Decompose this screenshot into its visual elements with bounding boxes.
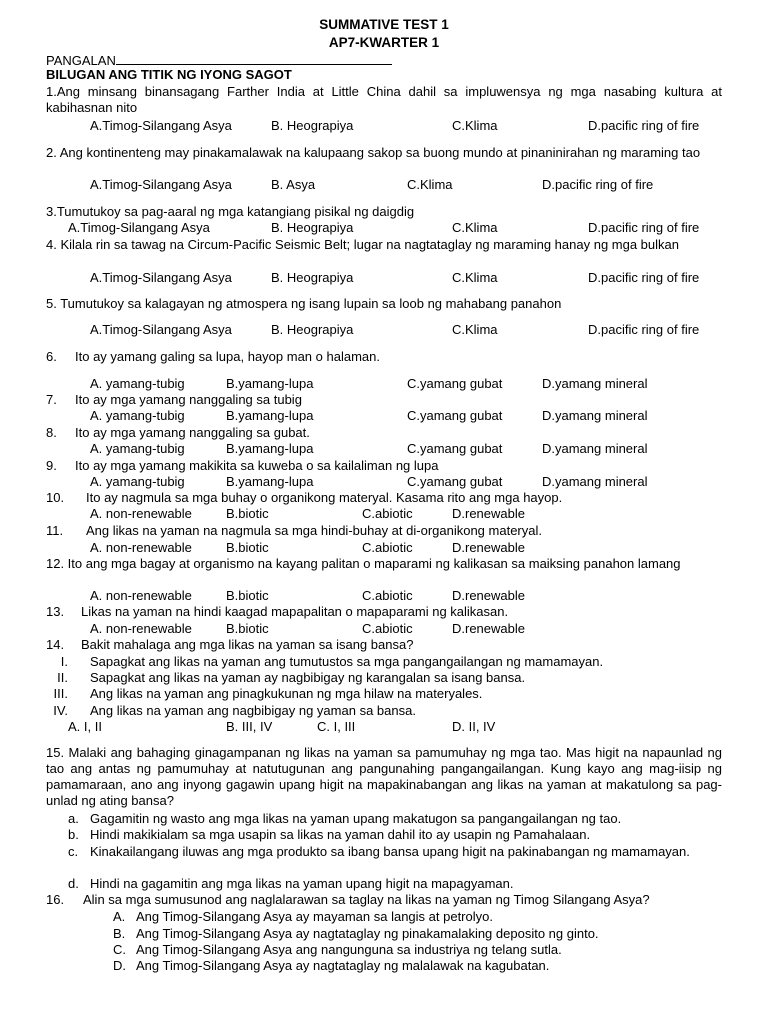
q14-choice-a[interactable]: A. I, II [68, 719, 102, 734]
q13-choice-a[interactable]: A. non-renewable [90, 621, 192, 636]
q10-choice-d[interactable]: D.renewable [452, 506, 525, 521]
q8-choice-b[interactable]: B.yamang-lupa [226, 441, 314, 456]
choice-letter: C. [113, 942, 126, 957]
name-blank-line[interactable] [116, 52, 392, 65]
q5-choice-c[interactable]: C.Klima [452, 322, 498, 337]
question-8-text: Ito ay mga yamang nanggaling sa gubat. [75, 425, 310, 440]
q9-choice-a[interactable]: A. yamang-tubig [90, 474, 185, 489]
q5-choice-b[interactable]: B. Heograpiya [271, 322, 354, 337]
q11-choice-b[interactable]: B.biotic [226, 540, 269, 555]
question-15-text: 15. Malaki ang bahaging ginagampanan ng likas na yaman sa pamumuhay ng mga tao. Mas higit na napaunlad ng tao ang antas ng pamumuhay at natutugunan ang pangunahing pangangailangan. Kung kayo ang mag-iisip ng pamamaraan, ano ang inyong gagawin upang higit na mapakinabangan ang likas na yaman at makatulong sa pag-unlad ng ating bansa? [46, 745, 722, 808]
q10-choice-b[interactable]: B.biotic [226, 506, 269, 521]
statement-text: Ang likas na yaman ang nagbibigay ng yaman sa bansa. [90, 703, 416, 718]
question-4-text: 4. Kilala rin sa tawag na Circum-Pacific Seismic Belt; lugar na nagtataglay ng maraming hanay ng mga bulkan [46, 237, 679, 252]
q1-choice-b[interactable]: B. Heograpiya [271, 118, 354, 133]
q12-choice-c[interactable]: C.abiotic [362, 588, 413, 603]
question-1-text: 1.Ang minsang binansagang Farther India at Little China dahil sa impluwensya ng mga nasabing kultura at kabihasnan nito [46, 84, 722, 115]
q6-choice-c[interactable]: C.yamang gubat [407, 376, 503, 391]
q7-choice-c[interactable]: C.yamang gubat [407, 408, 503, 423]
choice-text: Ang Timog-Silangang Asya ay nagtataglay ng malalawak na kagubatan. [136, 958, 550, 973]
question-2-text: 2. Ang kontinenteng may pinakamalawak na kalupaang sakop sa buong mundo at pinaninirahan ng maraming tao [46, 145, 701, 160]
choice-text: Ang Timog-Silangang Asya ay nagtataglay ng pinakamalaking deposito ng ginto. [136, 926, 599, 941]
q7-choice-a[interactable]: A. yamang-tubig [90, 408, 185, 423]
choice-letter: a. [68, 811, 79, 826]
q7-choice-d[interactable]: D.yamang mineral [542, 408, 648, 423]
choice-text: Hindi na gagamitin ang mga likas na yaman upang higit na mapagyaman. [90, 876, 514, 891]
q2-choice-a[interactable]: A.Timog-Silangang Asya [90, 177, 232, 192]
question-10-text: Ito ay nagmula sa mga buhay o organikong materyal. Kasama rito ang mga hayop. [86, 490, 563, 505]
q1-choice-a[interactable]: A.Timog-Silangang Asya [90, 118, 232, 133]
choice-letter: b. [68, 827, 79, 842]
q12-choice-a[interactable]: A. non-renewable [90, 588, 192, 603]
q4-choice-c[interactable]: C.Klima [452, 270, 498, 285]
q5-choice-d[interactable]: D.pacific ring of fire [588, 322, 700, 337]
q11-choice-c[interactable]: C.abiotic [362, 540, 413, 555]
q4-choice-b[interactable]: B. Heograpiya [271, 270, 354, 285]
q9-choice-b[interactable]: B.yamang-lupa [226, 474, 314, 489]
roman-numeral: IV. [53, 703, 68, 718]
q1-choice-d[interactable]: D.pacific ring of fire [588, 118, 700, 133]
roman-numeral: I. [60, 654, 68, 669]
choice-letter: d. [68, 876, 79, 891]
question-10-number: 10. [46, 490, 65, 505]
question-14-text: Bakit mahalaga ang mga likas na yaman sa isang bansa? [81, 637, 414, 652]
test-title: SUMMATIVE TEST 1 [319, 17, 449, 32]
question-12-text: 12. Ito ang mga bagay at organismo na kayang palitan o maparami ng kalikasan sa maiksing panahon lamang [46, 556, 681, 571]
choice-text: Kinakailangang iluwas ang mga produkto sa ibang bansa upang higit na pakinabangan ng mamamayan. [90, 844, 690, 859]
q4-choice-d[interactable]: D.pacific ring of fire [588, 270, 700, 285]
test-subtitle: AP7-KWARTER 1 [328, 35, 440, 50]
question-13-text: Likas na yaman na hindi kaagad mapapalitan o mapaparami ng kalikasan. [81, 604, 509, 619]
q8-choice-c[interactable]: C.yamang gubat [407, 441, 503, 456]
choice-text: Hindi makikialam sa mga usapin sa likas na yaman dahil ito ay usapin ng Pamahalaan. [90, 827, 591, 842]
roman-numeral: III. [53, 686, 68, 701]
q14-choice-d[interactable]: D. II, IV [452, 719, 496, 734]
q10-choice-c[interactable]: C.abiotic [362, 506, 413, 521]
question-9-number: 9. [46, 458, 57, 473]
q9-choice-d[interactable]: D.yamang mineral [542, 474, 648, 489]
statement-text: Sapagkat ang likas na yaman ang tumutustos sa mga pangangailangan ng mamamayan. [90, 654, 604, 669]
question-13-number: 13. [46, 604, 65, 619]
question-16-number: 16. [46, 892, 65, 907]
choice-text: Ang Timog-Silangang Asya ay mayaman sa langis at petrolyo. [136, 909, 493, 924]
question-7-text: Ito ay mga yamang nanggaling sa tubig [75, 392, 302, 407]
q3-choice-d[interactable]: D.pacific ring of fire [588, 220, 700, 235]
q9-choice-c[interactable]: C.yamang gubat [407, 474, 503, 489]
q10-choice-a[interactable]: A. non-renewable [90, 506, 192, 521]
q2-choice-d[interactable]: D.pacific ring of fire [542, 177, 654, 192]
q3-choice-b[interactable]: B. Heograpiya [271, 220, 354, 235]
choice-letter: A. [113, 909, 126, 924]
statement-text: Sapagkat ang likas na yaman ay nagbibigay ng karangalan sa isang bansa. [90, 670, 526, 685]
choice-letter: c. [68, 844, 79, 859]
q8-choice-a[interactable]: A. yamang-tubig [90, 441, 185, 456]
q6-choice-a[interactable]: A. yamang-tubig [90, 376, 185, 391]
q13-choice-b[interactable]: B.biotic [226, 621, 269, 636]
q2-choice-b[interactable]: B. Asya [271, 177, 316, 192]
q2-choice-c[interactable]: C.Klima [407, 177, 453, 192]
q1-choice-c[interactable]: C.Klima [452, 118, 498, 133]
question-14-number: 14. [46, 637, 65, 652]
q4-choice-a[interactable]: A.Timog-Silangang Asya [90, 270, 232, 285]
q13-choice-c[interactable]: C.abiotic [362, 621, 413, 636]
q14-choice-b[interactable]: B. III, IV [226, 719, 273, 734]
q12-choice-d[interactable]: D.renewable [452, 588, 525, 603]
question-11-number: 11. [46, 523, 64, 538]
q14-choice-c[interactable]: C. I, III [317, 719, 356, 734]
choice-letter: D. [113, 958, 126, 973]
q3-choice-c[interactable]: C.Klima [452, 220, 498, 235]
question-7-number: 7. [46, 392, 57, 407]
q12-choice-b[interactable]: B.biotic [226, 588, 269, 603]
statement-text: Ang likas na yaman ang pinagkukunan ng mga hilaw na materyales. [90, 686, 483, 701]
question-9-text: Ito ay mga yamang makikita sa kuweba o sa kailaliman ng lupa [75, 458, 439, 473]
question-8-number: 8. [46, 425, 57, 440]
choice-letter: B. [113, 926, 126, 941]
question-6-text: Ito ay yamang galing sa lupa, hayop man o halaman. [75, 349, 380, 364]
q3-choice-a[interactable]: A.Timog-Silangang Asya [68, 220, 210, 235]
q6-choice-b[interactable]: B.yamang-lupa [226, 376, 314, 391]
q13-choice-d[interactable]: D.renewable [452, 621, 525, 636]
choice-text: Ang Timog-Silangang Asya ang nangunguna sa industriya ng telang sutla. [136, 942, 562, 957]
question-11-text: Ang likas na yaman na nagmula sa mga hindi-buhay at di-organikong materyal. [86, 523, 542, 538]
q5-choice-a[interactable]: A.Timog-Silangang Asya [90, 322, 232, 337]
question-5-text: 5. Tumutukoy sa kalagayan ng atmospera ng isang lupain sa loob ng mahabang panahon [46, 296, 562, 311]
q11-choice-d[interactable]: D.renewable [452, 540, 525, 555]
question-16-text: Alin sa mga sumusunod ang naglalarawan sa taglay na likas na yaman ng Timog Silangang Asya? [83, 892, 650, 907]
q8-choice-d[interactable]: D.yamang mineral [542, 441, 648, 456]
choice-text: Gagamitin ng wasto ang mga likas na yaman upang makatugon sa pangangailangan ng tao. [90, 811, 622, 826]
q11-choice-a[interactable]: A. non-renewable [90, 540, 192, 555]
q7-choice-b[interactable]: B.yamang-lupa [226, 408, 314, 423]
roman-numeral: II. [57, 670, 68, 685]
instruction: BILUGAN ANG TITIK NG IYONG SAGOT [46, 67, 292, 82]
question-3-text: 3.Tumutukoy sa pag-aaral ng mga katangiang pisikal ng daigdig [46, 204, 415, 219]
q6-choice-d[interactable]: D.yamang mineral [542, 376, 648, 391]
name-label: PANGALAN [46, 53, 116, 68]
question-6-number: 6. [46, 349, 57, 364]
